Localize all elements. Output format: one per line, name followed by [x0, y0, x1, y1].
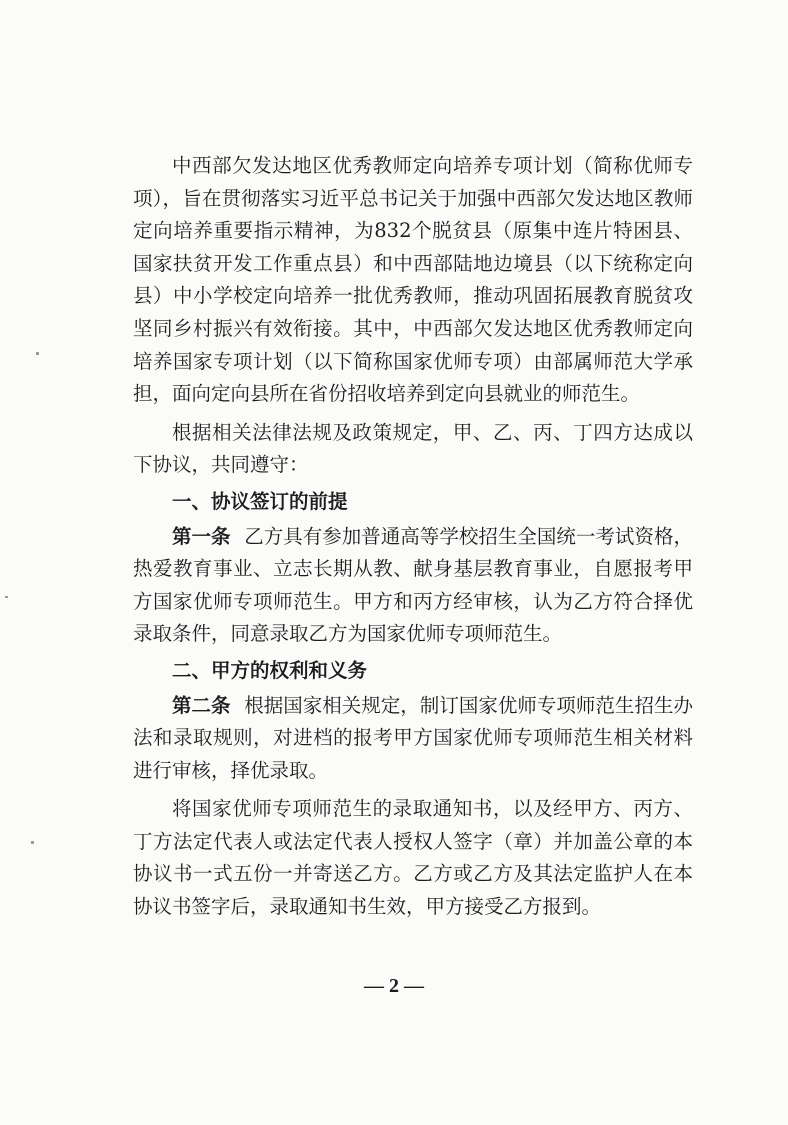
intro-paragraph: 中西部欠发达地区优秀教师定向培养专项计划（简称优师专项），旨在贯彻落实习近平总书记关于加强中西部欠发达地区教师定向培养重要指示精神，为832个脱贫县（原集中连片特困县、国家扶贫开发工作重点县）和中西部陆地边境县（以下统称定向县）中小学校定向培养一批优秀教师，推动巩固拓展教育脱贫攻坚同乡村振兴有效衔接。其中，中西部欠发达地区优秀教师定向培养国家专项计划（以下简称国家优师专项）由部属师范大学承担，面向定向县所在省份招收培养到定向县就业的师范生。: [133, 154, 693, 406]
article-1: [133, 521, 693, 651]
page-number: — 2 —: [364, 975, 424, 997]
scan-mark: [36, 352, 39, 355]
article-2: [133, 690, 693, 788]
section-heading-party-a-rights: 二、甲方的权利和义务: [172, 658, 368, 682]
section-heading-prerequisites: 一、协议签订的前提: [172, 489, 348, 513]
article-1-text: 乙方具有参加普通高等学校招生全国统一考试资格，热爱教育事业、立志长期从教、献身基层教育事业，自愿报考甲方国家优师专项师范生。甲方和丙方经审核，认为乙方符合择优录取条件，同意录取乙方为国家优师专项师范生。: [133, 524, 693, 646]
article-2-text: 根据国家相关规定，制订国家优师专项师范生招生办法和录取规则，对进档的报考甲方国家优师专项师范生相关材料进行审核，择优录取。: [133, 693, 693, 782]
scan-mark: [5, 596, 8, 598]
document-body: [133, 150, 693, 924]
article-2-paragraph-2: 将国家优师专项师范生的录取通知书，以及经甲方、丙方、丁方法定代表人或法定代表人授权人签字（章）并加盖公章的本协议书一式五份一并寄送乙方。乙方或乙方及其法定监护人在本协议书签字后，录取通知书生效，甲方接受乙方报到。: [133, 797, 693, 919]
basis-paragraph: 根据相关法律法规及政策规定，甲、乙、丙、丁四方达成以下协议，共同遵守：: [133, 420, 693, 477]
article-2-label: 第二条: [172, 693, 231, 717]
article-1-label: 第一条: [172, 524, 231, 548]
scan-mark: [31, 841, 34, 844]
